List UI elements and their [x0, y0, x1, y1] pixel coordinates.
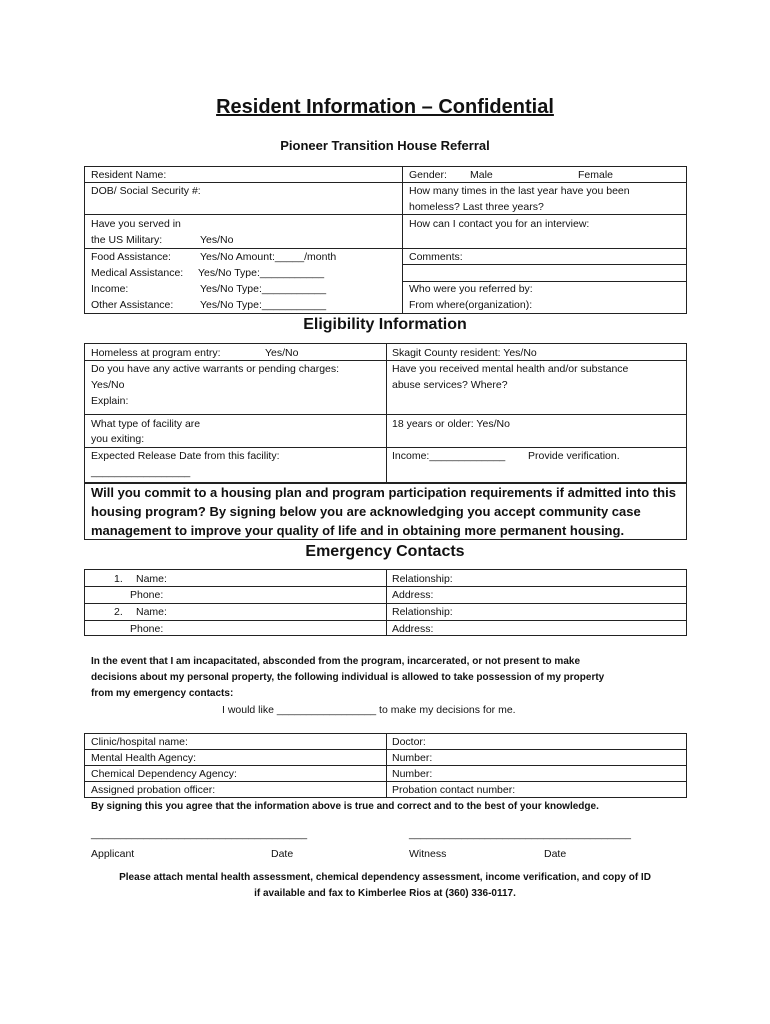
medical-assistance-yes-no: Yes/No Type:___________: [198, 267, 325, 279]
contact-1-number: 1.: [114, 573, 123, 585]
comments-label: Comments:: [409, 251, 463, 263]
doctor-label: Doctor:: [392, 736, 426, 748]
contact-1-address-label: Address:: [392, 589, 434, 601]
contact-2-address-label: Address:: [392, 623, 434, 635]
contact-1-phone-label: Phone:: [130, 589, 164, 601]
skagit-resident-label: Skagit County resident: Yes/No: [392, 347, 537, 359]
food-assistance-label: Food Assistance:: [91, 251, 171, 263]
designee-line: I would like _________________ to make my decisions for me.: [222, 704, 516, 716]
homeless-times-label-1: How many times in the last year have you been: [409, 185, 630, 197]
applicant-signature-line: _____________________________________: [91, 828, 308, 840]
homeless-entry-label: Homeless at program entry:: [91, 347, 221, 359]
mental-health-label-2: abuse services? Where?: [392, 379, 508, 391]
emergency-heading: Emergency Contacts: [305, 543, 465, 560]
gender-female: Female: [578, 169, 614, 181]
contact-label: How can I contact you for an interview:: [409, 218, 590, 230]
food-assistance-yes-no: Yes/No Amount:_____/month: [200, 251, 337, 263]
contact-2-name-label: Name:: [136, 606, 167, 618]
gender-male: Male: [470, 169, 493, 181]
row-divider: [84, 586, 687, 587]
row-divider: [84, 603, 687, 604]
incapacity-text-3: from my emergency contacts:: [91, 688, 234, 699]
page-title: Resident Information – Confidential: [216, 96, 554, 118]
column-divider: [402, 166, 403, 314]
row-divider: [84, 620, 687, 621]
incapacity-text-2: decisions about my personal property, the following individual is allowed to take possession of my property: [91, 672, 605, 683]
income-label: Income:: [91, 283, 129, 295]
homeless-times-label-2: homeless? Last three years?: [409, 201, 544, 213]
probation-officer-label: Assigned probation officer:: [91, 784, 216, 796]
commitment-statement: Will you commit to a housing plan and program participation requirements if admitted into this housing program? By signing below you are acknowledging you accept community case management to improve your quality of life and in obtaining more permanent housing.: [91, 485, 676, 538]
witness-date-label: Date: [544, 848, 567, 860]
mental-health-label-1: Have you received mental health and/or substance: [392, 363, 629, 375]
homeless-entry-yes-no: Yes/No: [265, 347, 299, 359]
facility-type-label-2: you exiting:: [91, 433, 145, 445]
referral-organization-label: From where(organization):: [409, 299, 533, 311]
other-assistance-yes-no: Yes/No Type:___________: [200, 299, 327, 311]
chemical-number-label: Number:: [392, 768, 433, 780]
facility-type-label-1: What type of facility are: [91, 418, 201, 430]
witness-signature-line: ______________________________________: [409, 828, 631, 840]
income-line-label: Income:_____________: [392, 450, 506, 462]
warrants-label: Do you have any active warrants or pending charges:: [91, 363, 340, 375]
agreement-statement: By signing this you agree that the information above is true and correct and to the best of your knowledge.: [91, 801, 599, 812]
contact-2-relationship-label: Relationship:: [392, 606, 453, 618]
contact-1-relationship-label: Relationship:: [392, 573, 453, 585]
release-date-label: Expected Release Date from this facility:: [91, 450, 280, 462]
applicant-date-label: Date: [271, 848, 294, 860]
military-label-2: the US Military:: [91, 234, 163, 246]
contact-2-phone-label: Phone:: [130, 623, 164, 635]
military-yes-no: Yes/No: [200, 234, 234, 246]
contact-1-name-label: Name:: [136, 573, 167, 585]
eligibility-heading: Eligibility Information: [303, 316, 467, 333]
attachment-instructions-1: Please attach mental health assessment, chemical dependency assessment, income verification, and copy of ID: [119, 872, 651, 883]
gender-label: Gender:: [409, 169, 447, 181]
probation-number-label: Probation contact number:: [392, 784, 516, 796]
applicant-label: Applicant: [91, 848, 135, 860]
age-label: 18 years or older: Yes/No: [392, 418, 510, 430]
witness-label: Witness: [409, 848, 447, 860]
attachment-instructions-2: if available and fax to Kimberlee Rios at (360) 336-0117.: [254, 888, 516, 899]
military-label-1: Have you served in: [91, 218, 181, 230]
explain-label: Explain:: [91, 395, 129, 407]
release-date-line: _________________: [91, 466, 191, 478]
referred-by-label: Who were you referred by:: [409, 283, 533, 295]
verification-label: Provide verification.: [528, 450, 620, 462]
row-divider: [84, 414, 687, 415]
warrants-yes-no: Yes/No: [91, 379, 125, 391]
other-assistance-label: Other Assistance:: [91, 299, 174, 311]
mental-health-agency-label: Mental Health Agency:: [91, 752, 197, 764]
clinic-label: Clinic/hospital name:: [91, 736, 188, 748]
incapacity-text-1: In the event that I am incapacitated, absconded from the program, incarcerated, or not present to make: [91, 656, 581, 667]
row-divider: [84, 248, 687, 249]
column-divider: [386, 343, 387, 482]
income-yes-no: Yes/No Type:___________: [200, 283, 327, 295]
chemical-dependency-label: Chemical Dependency Agency:: [91, 768, 237, 780]
page-subtitle: Pioneer Transition House Referral: [280, 138, 490, 153]
contact-2-number: 2.: [114, 606, 123, 618]
medical-assistance-label: Medical Assistance:: [91, 267, 184, 279]
resident-name-label: Resident Name:: [91, 169, 167, 181]
mental-health-number-label: Number:: [392, 752, 433, 764]
dob-label: DOB/ Social Security #:: [91, 185, 201, 197]
row-divider: [84, 214, 687, 215]
